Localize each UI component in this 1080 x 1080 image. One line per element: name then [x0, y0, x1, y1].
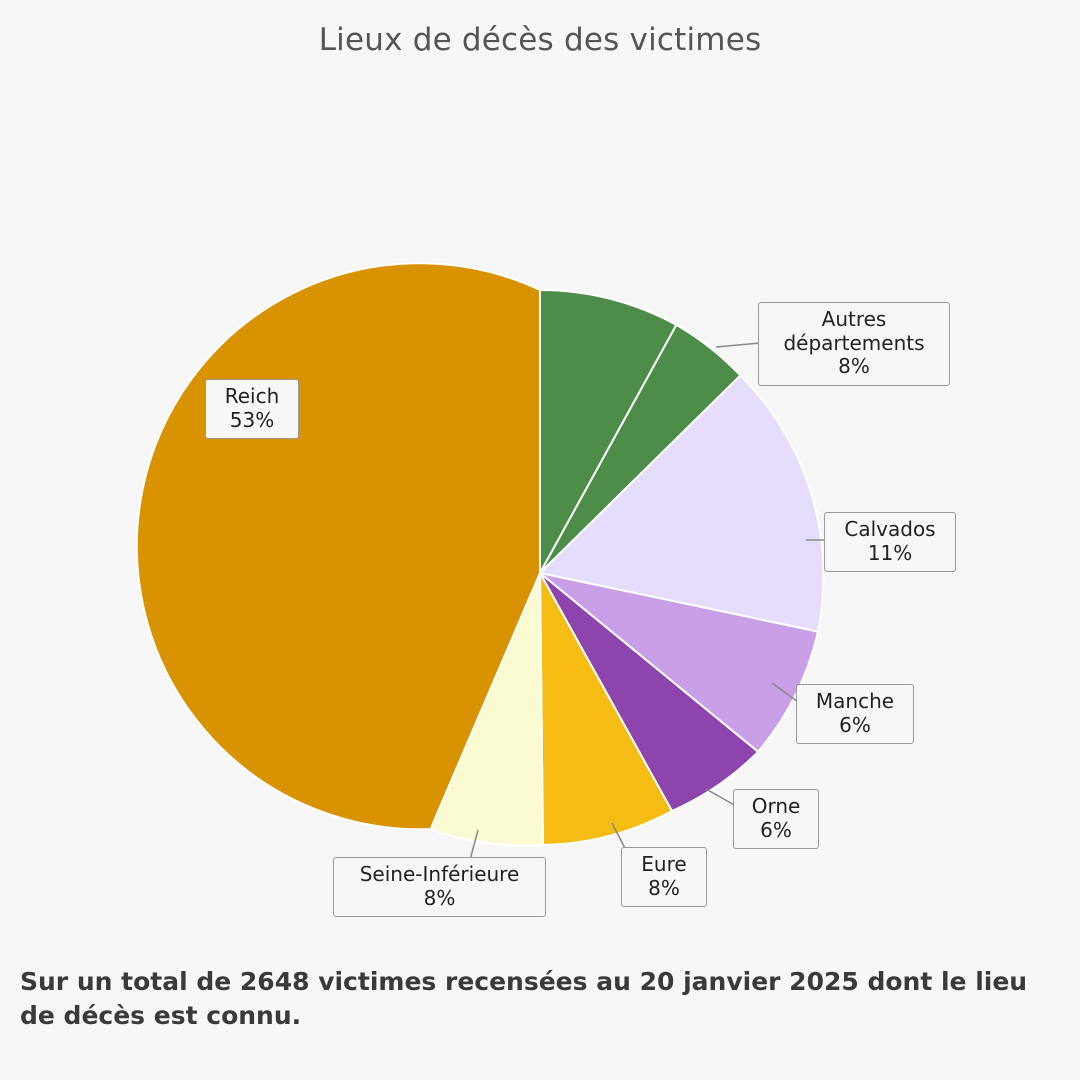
callout-autres-value: 8% — [838, 354, 870, 379]
callout-reich-label: Reich — [224, 384, 280, 408]
callout-seine-inferieure — [333, 857, 546, 917]
callout-manche-value: 6% — [839, 712, 871, 737]
callout-reich-value: 53% — [229, 407, 275, 432]
callout-calvados — [824, 512, 956, 572]
callout-orne-value: 6% — [760, 817, 792, 842]
callout-seine-value: 8% — [423, 885, 456, 910]
callout-eure-label: Eure — [641, 852, 687, 876]
callout-orne — [733, 789, 819, 849]
callout-autres-label-2: départements — [783, 330, 925, 355]
callout-calvados-label: Calvados — [844, 517, 936, 541]
callout-autres-label-1: Autres — [821, 307, 887, 331]
callout-manche-label: Manche — [815, 689, 895, 713]
chart-footnote: Sur un total de 2648 victimes recensées au 20 janvier 2025 dont le lieu de décès est connu. — [20, 967, 1028, 1030]
callout-orne-label: Orne — [751, 794, 801, 818]
callout-eure — [621, 847, 707, 907]
callout-reich — [205, 379, 299, 439]
callout-manche — [796, 684, 914, 744]
callout-autres-departements — [758, 302, 950, 386]
callout-calvados-value: 11% — [867, 540, 913, 565]
page-title: Lieux de décès des victimes — [318, 22, 762, 58]
callout-seine-label: Seine-Inférieure — [359, 862, 520, 886]
callout-eure-value: 8% — [648, 875, 680, 900]
